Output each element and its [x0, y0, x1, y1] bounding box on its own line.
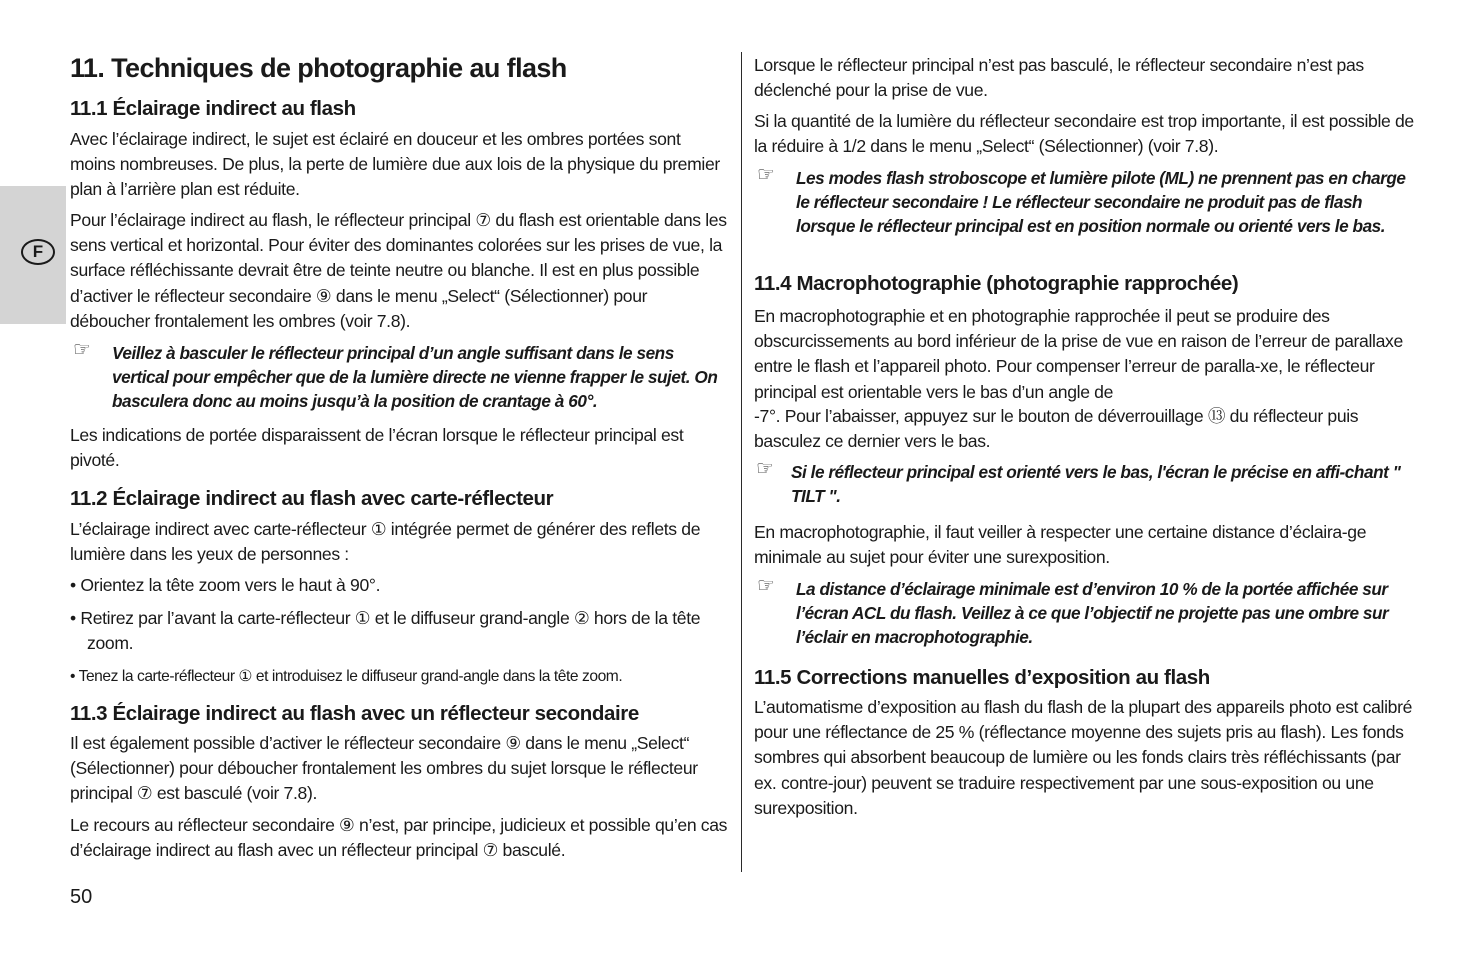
column-divider [741, 52, 742, 872]
note [754, 577, 1414, 650]
note-text: Si le réflecteur principal est orienté vers le bas, l'écran le précise en affi-chant " TILT ". [791, 462, 1401, 507]
section-heading-11-4: 11.4 Macrophotographie (photographie rapprochée) [754, 272, 1239, 295]
pointing-hand-icon: ☞ [757, 575, 775, 597]
paragraph: Les indications de portée disparaissent de l’écran lorsque le réflecteur principal est pivoté. [70, 425, 684, 471]
pointing-hand-icon: ☞ [756, 458, 774, 480]
paragraph: Si la quantité de la lumière du réflecteur secondaire est trop importante, il est possible de la réduire à 1/2 dans le menu „Select“ (Sélectionner) (voir 7.8). [754, 111, 1414, 157]
language-badge: F [21, 239, 55, 265]
note-text: Veillez à basculer le réflecteur principal d’un angle suffisant dans le sens vertical pour empêcher que de la lumière directe ne vienne frapper le sujet. On basculera donc au moins jusqu’à la position de crantage à 60°. [112, 343, 718, 412]
section-heading-11-3: 11.3 Éclairage indirect au flash avec un réflecteur secondaire [70, 702, 639, 725]
note [754, 460, 1414, 508]
section-heading-11-5: 11.5 Corrections manuelles d’exposition au flash [754, 666, 1210, 689]
paragraph: L’automatisme d’exposition au flash du flash de la plupart des appareils photo est calibré pour une réflectance de 25 % (réflectance moyenne des sujets pris au flash). Les fonds sombres qui absorbent beaucoup de lumière ou les fonds clairs très réfléchissants (par ex. contre-jour) peuvent se traduire respectivement par une sous-exposition ou une surexposition. [754, 697, 1413, 818]
paragraph: Pour l’éclairage indirect au flash, le réflecteur principal ⑦ du flash est orientable dans les sens vertical et horizontal. Pour éviter des dominantes colorées sur les prises de vue, la surface réfléchissante devrait être de teinte neutre ou blanche. Il est en plus possible d’activer le réflecteur secondaire ⑨ dans le menu „Select“ (Sélectionner) pour déboucher frontalement les ombres (voir 7.8). [70, 210, 727, 331]
note-text: La distance d’éclairage minimale est d’environ 10 % de la portée affichée sur l’écran ACL du flash. Veillez à ce que l’objectif ne projette pas une ombre sur l’éclair en macrophotographie. [796, 579, 1389, 648]
paragraph: Lorsque le réflecteur principal n’est pas basculé, le réflecteur secondaire n’est pas déclenché pour la prise de vue. [754, 55, 1364, 101]
pointing-hand-icon: ☞ [757, 164, 775, 186]
section-heading-11-1: 11.1 Éclairage indirect au flash [70, 97, 356, 120]
paragraph: Il est également possible d’activer le réflecteur secondaire ⑨ dans le menu „Select“ (Sélectionner) pour déboucher frontalement les ombres du sujet lorsque le réflecteur principal ⑦ est basculé (voir 7.8). [70, 733, 698, 804]
paragraph: En macrophotographie et en photographie rapprochée il peut se produire des obscurcissements au bord inférieur de la prise de vue en raison de l’erreur de parallaxe entre le flash et l’appareil photo. Pour compenser l’erreur de paralla-xe, le réflecteur principal est orientable vers le bas d’un angle de [754, 306, 1403, 402]
section-heading-11-2: 11.2 Éclairage indirect au flash avec carte-réflecteur [70, 487, 554, 510]
page-title: 11. Techniques de photographie au flash [70, 53, 567, 83]
note [70, 341, 730, 414]
note [754, 166, 1414, 239]
page-number: 50 [70, 886, 93, 908]
pointing-hand-icon: ☞ [73, 339, 91, 361]
list-item: • Tenez la carte-réflecteur ① et introduisez le diffuseur grand-angle dans la tête zoom. [70, 668, 623, 685]
paragraph: Avec l’éclairage indirect, le sujet est éclairé en douceur et les ombres portées sont moins nombreuses. De plus, la perte de lumière due aux lois de la physique du premier plan à l’arrière plan est réduite. [70, 129, 720, 200]
paragraph: En macrophotographie, il faut veiller à respecter une certaine distance d’éclaira-ge minimale au sujet pour éviter une surexposition. [754, 522, 1367, 568]
note-text: Les modes flash stroboscope et lumière pilote (ML) ne prennent pas en charge le réflecteur secondaire ! Le réflecteur secondaire ne produit pas de flash lorsque le réflecteur principal est en position normale ou orienté vers le bas. [796, 168, 1406, 237]
paragraph: -7°. Pour l’abaisser, appuyez sur le bouton de déverrouillage ⑬ du réflecteur puis basculez ce dernier vers le bas. [754, 406, 1359, 452]
list-item: • Retirez par l’avant la carte-réflecteur ① et le diffuseur grand-angle ② hors de la tête zoom. [70, 608, 701, 654]
paragraph: L’éclairage indirect avec carte-réflecteur ① intégrée permet de générer des reflets de lumière dans les yeux de personnes : [70, 519, 701, 565]
paragraph: Le recours au réflecteur secondaire ⑨ n’est, par principe, judicieux et possible qu’en cas d’éclairage indirect au flash avec un réflecteur principal ⑦ basculé. [70, 815, 728, 861]
list-item: • Orientez la tête zoom vers le haut à 90°. [70, 575, 381, 595]
